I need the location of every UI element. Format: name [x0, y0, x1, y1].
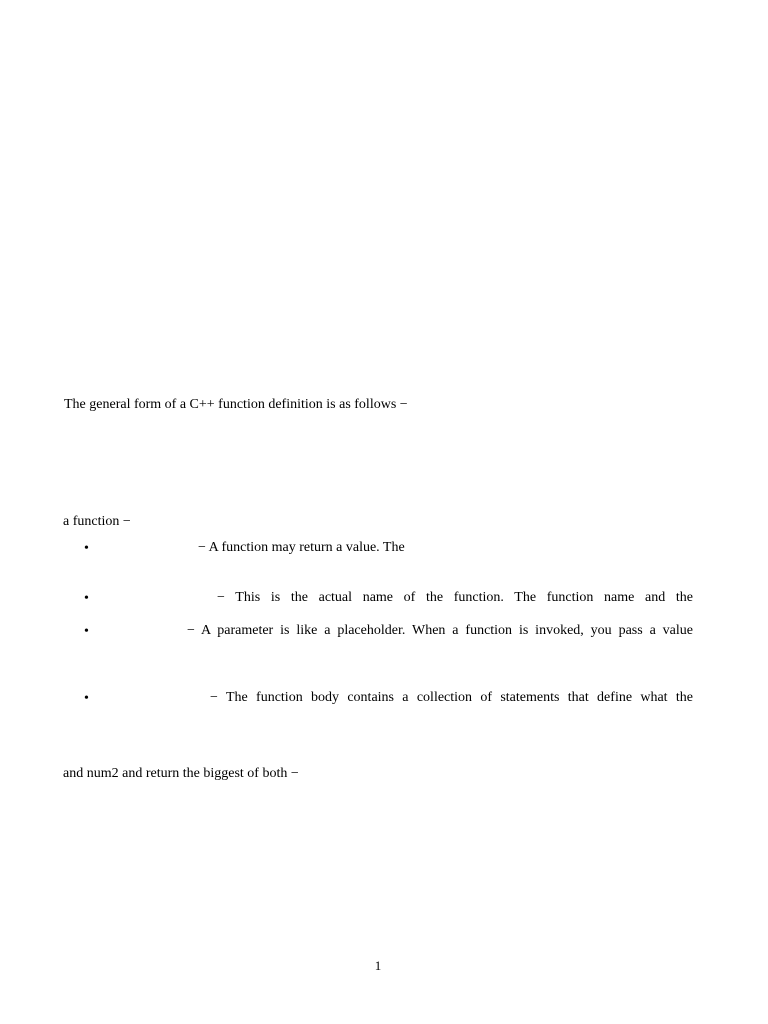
bullet-icon: •: [84, 691, 89, 706]
bullet-icon: •: [84, 591, 89, 606]
closing-paragraph: and num2 and return the biggest of both −: [63, 766, 299, 781]
bullet-icon: •: [84, 541, 89, 556]
list-item-text: − A function may return a value. The: [198, 540, 405, 555]
function-parts-label: a function −: [63, 514, 131, 529]
list-item-text: − The function body contains a collection of statements that define what the: [210, 690, 693, 705]
list-item-text: − This is the actual name of the function. The function name and the: [217, 590, 693, 605]
page-number: 1: [374, 958, 382, 973]
intro-paragraph: The general form of a C++ function definition is as follows −: [64, 397, 408, 412]
list-item-text: − A parameter is like a placeholder. When a function is invoked, you pass a value: [187, 623, 693, 638]
bullet-icon: •: [84, 624, 89, 639]
